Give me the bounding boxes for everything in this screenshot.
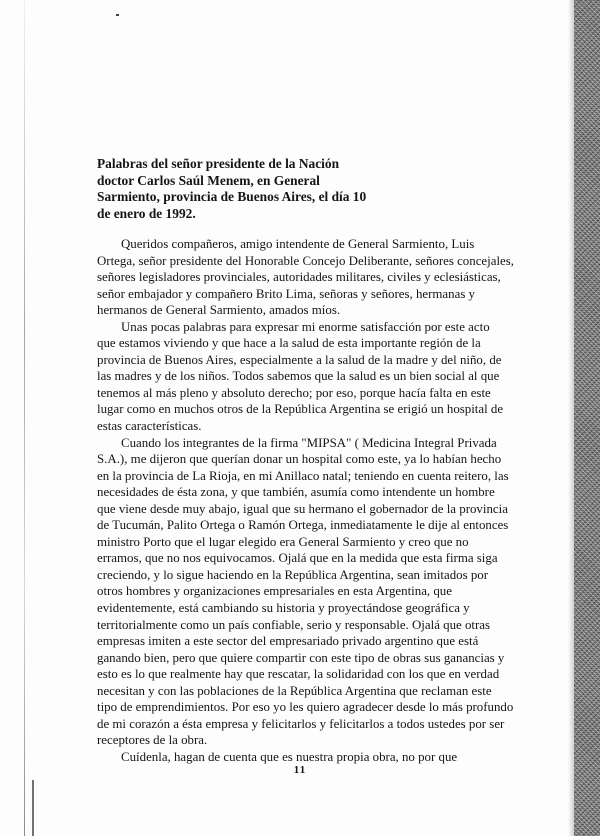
heading-line: doctor Carlos Saúl Menem, en General [97,172,320,188]
body-line: que estamos viviendo y que hace a la salud de esta importante región de la [97,336,481,351]
body-line: hermanos de General Sarmiento, amados míos. [97,303,341,318]
body-line: empresas imiten a este sector del empresariado privado argentino que está [97,634,479,649]
body-line: que viene desde muy abajo, igual que su hermano el gobernador de la provincia [97,501,508,516]
body-line: ministro Porto que el lugar elegido era General Sarmiento y creo que no [97,534,469,549]
scan-edge-noise [574,0,600,836]
body-line: territorialmente como un país confiable, serio y responsable. Ojalá que otras [97,617,491,632]
body-line: erramos, que no nos equivocamos. Ojalá que en la medida que esta firma siga [97,551,498,566]
body-line: receptores de la obra. [97,733,208,748]
body-line: señores legisladores provinciales, autoridades militares, civiles y eclesiásticas, [97,270,501,285]
body-line: lugar como en muchos otros de la República Argentina se erigió un hospital de [97,402,504,417]
body-line: necesidades de ésta zona, y que también, asumía como intendente un hombre [97,485,495,500]
body-line: necesitan y con las poblaciones de la República Argentina que reclaman este [97,683,492,698]
body-line: Cuídenla, hagan de cuenta que es nuestra propia obra, no por que [121,749,458,764]
body-line: S.A.), me dijeron que querían donar un hospital como este, ya lo habían hecho [97,452,502,467]
body-line: Ortega, señor presidente del Honorable Concejo Deliberante, señores concejales, [97,253,514,268]
page-number: 11 [293,764,307,776]
body-line: Cuando los integrantes de la firma "MIPSA" ( Medicina Integral Privada [121,435,497,450]
body-line: Queridos compañeros, amigo intendente de General Sarmiento, Luis [121,237,475,251]
heading-line: Palabras del señor presidente de la Nación [97,156,340,171]
body-line: otros hombres y organizaciones empresariales en esta Argentina, que [97,584,452,599]
body-line: ganando bien, pero que quiere compartir con este tipo de obras sus ganancias y [97,650,505,665]
body-line: provincia de Buenos Aires, especialmente a la salud de la madre y del niño, de [97,352,502,367]
body-line: Unas pocas palabras para expresar mi enorme satisfacción por este acto [121,319,490,334]
body-line: las madres y de los niños. Todos sabemos que la salud es un bien social al que [97,369,500,384]
body-line: de mi corazón a ésta empresa y felicitarlos y felicitarlos a todos ustedes por ser [97,716,505,731]
speech-heading [97,156,477,222]
heading-line: de enero de 1992. [97,205,196,221]
body-line: creciendo, y lo sigue haciendo en la República Argentina, sean imitados por [97,567,489,582]
body-line: de Tucumán, Palito Ortega o Ramón Ortega, inmediatamente le dije al entonces [97,518,509,533]
body-line: esto es lo que realmente hay que rescatar, la solidaridad con los que en verdad [97,667,500,682]
scan-margin-mark [32,780,34,836]
body-line: tipo de emprendimientos. Por eso yo les quiero agradecer desde lo más profundo [97,700,514,715]
body-line: estas características. [97,419,202,434]
heading-line: Sarmiento, provincia de Buenos Aires, el día 10 [97,189,367,205]
speech-body [97,236,517,766]
body-line: señor embajador y compañero Brito Lima, señoras y señores, hermanas y [97,286,476,301]
scan-margin-line [24,0,25,836]
body-line: en la provincia de La Rioja, en mi Anillaco natal; teniendo en cuenta reitero, las [97,468,509,483]
scan-speck [116,14,119,16]
body-line: evidentemente, está cambiando su historia y proyectándose geográfica y [97,601,470,616]
body-line: tenemos al más pleno y absoluto derecho; por eso, porque hacía falta en este [97,385,491,400]
